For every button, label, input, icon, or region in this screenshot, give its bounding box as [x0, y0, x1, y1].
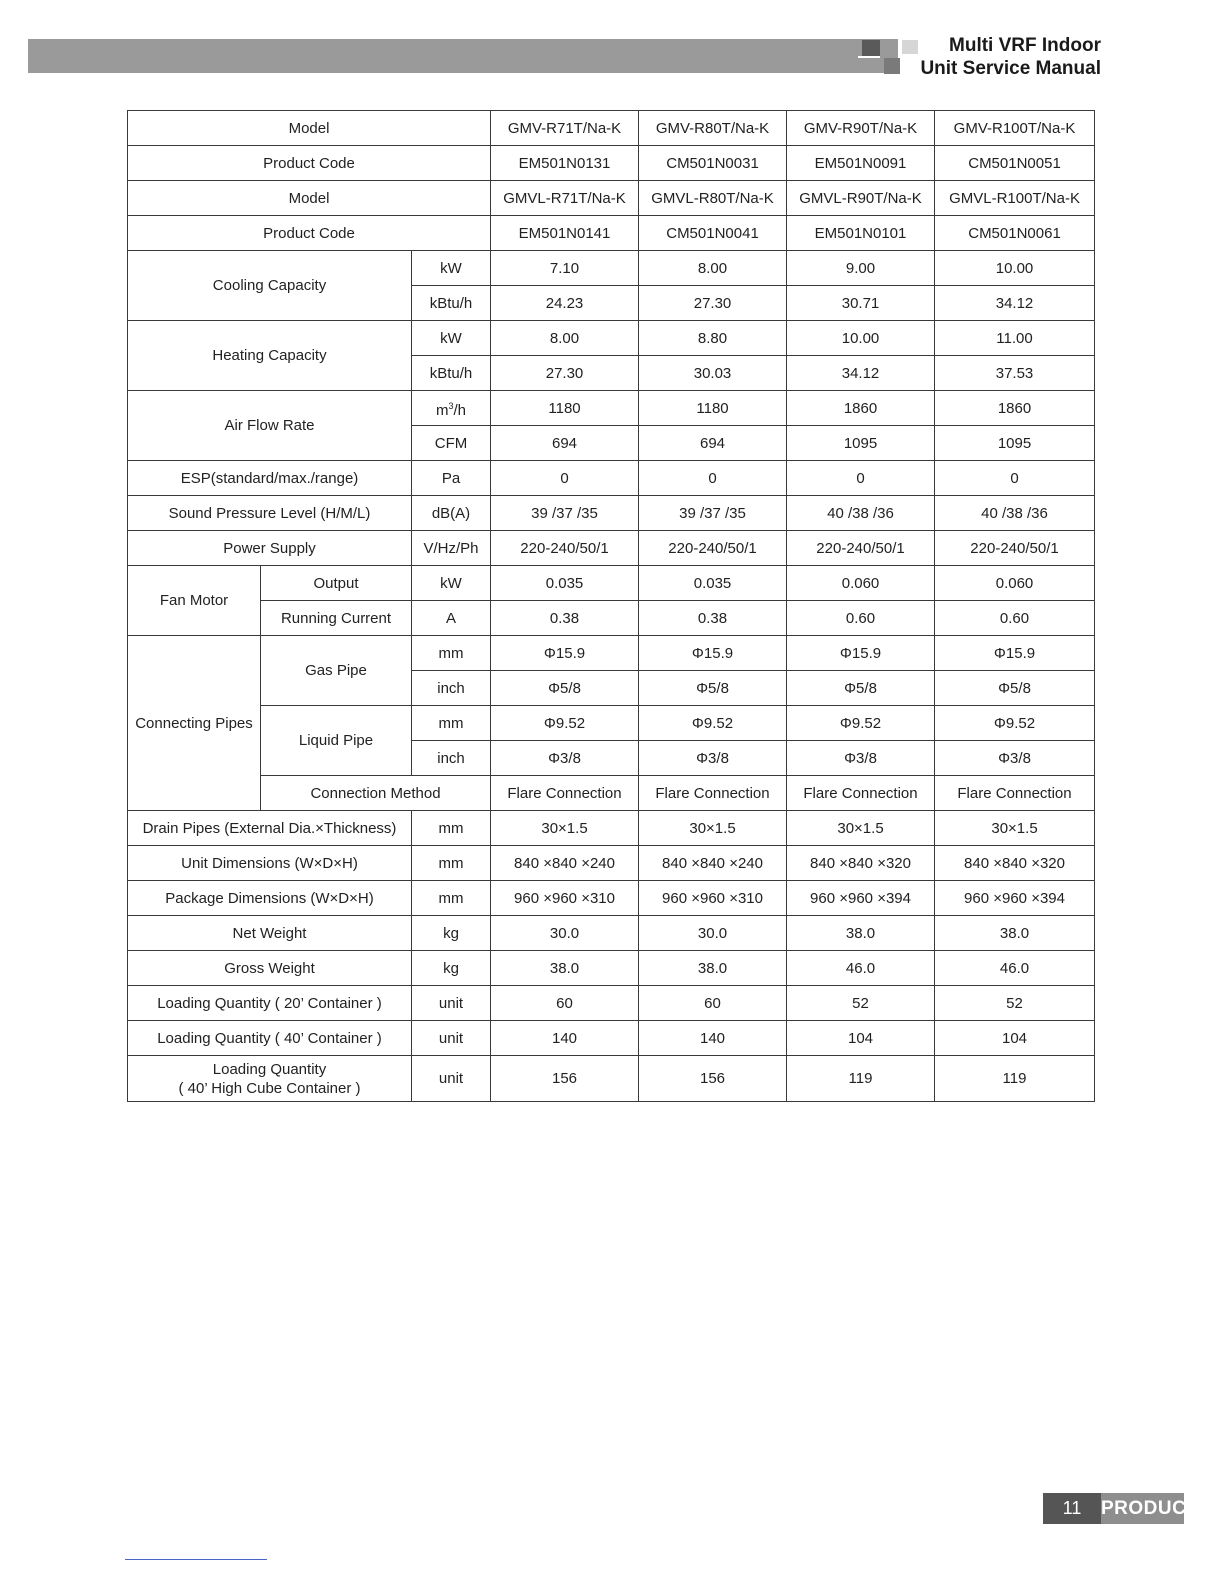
footer-rule: [125, 1559, 267, 1560]
cell: 140: [639, 1021, 787, 1056]
table-row: [128, 216, 1095, 251]
row-label: Power Supply: [128, 531, 412, 566]
cell: Φ5/8: [491, 671, 639, 706]
cell: 30.0: [491, 916, 639, 951]
cell: 0.38: [491, 601, 639, 636]
row-label: Sound Pressure Level (H/M/L): [128, 496, 412, 531]
cell: Flare Connection: [787, 776, 935, 811]
cell: 37.53: [935, 356, 1095, 391]
cell: 140: [491, 1021, 639, 1056]
table-row: [128, 986, 1095, 1021]
cell: 104: [787, 1021, 935, 1056]
table-row: [128, 846, 1095, 881]
unit-cell: A: [412, 601, 491, 636]
sub-label: Liquid Pipe: [261, 706, 412, 776]
cell: 1095: [787, 426, 935, 461]
cell: 694: [639, 426, 787, 461]
cell: 30.71: [787, 286, 935, 321]
unit-cell: inch: [412, 671, 491, 706]
cell: 694: [491, 426, 639, 461]
cell: 0.060: [787, 566, 935, 601]
cell: Φ3/8: [787, 741, 935, 776]
table-row: [128, 1056, 1095, 1102]
unit-cell: mm: [412, 636, 491, 671]
cell: 52: [935, 986, 1095, 1021]
row-label: Loading Quantity ( 40’ Container ): [128, 1021, 412, 1056]
unit-cell: mm: [412, 811, 491, 846]
cell: GMVL-R71T/Na-K: [491, 181, 639, 216]
cell: 960 ×960 ×310: [639, 881, 787, 916]
cell: EM501N0101: [787, 216, 935, 251]
table-row: [128, 251, 1095, 286]
cell: 34.12: [787, 356, 935, 391]
table-row: [128, 636, 1095, 671]
cell: 8.00: [491, 321, 639, 356]
cell: 10.00: [935, 251, 1095, 286]
cell: CM501N0061: [935, 216, 1095, 251]
row-label-line2: ( 40’ High Cube Container ): [178, 1079, 361, 1097]
table-row: [128, 881, 1095, 916]
unit-cell: kW: [412, 251, 491, 286]
cell: 0.035: [491, 566, 639, 601]
unit-per-hour: /h: [453, 401, 467, 419]
row-label-line1: Loading Quantity: [212, 1060, 327, 1078]
cell: Flare Connection: [935, 776, 1095, 811]
manual-title-line1: Multi VRF Indoor: [949, 35, 1101, 56]
unit-cell: kBtu/h: [412, 286, 491, 321]
cell: 30×1.5: [935, 811, 1095, 846]
cell: 39 /37 /35: [639, 496, 787, 531]
cell: Φ5/8: [935, 671, 1095, 706]
cell: 60: [639, 986, 787, 1021]
cell: 0.060: [935, 566, 1095, 601]
row-label: Gross Weight: [128, 951, 412, 986]
table-row: [128, 601, 1095, 636]
cell: 960 ×960 ×310: [491, 881, 639, 916]
row-label: Product Code: [128, 216, 491, 251]
manual-title: [920, 34, 1101, 80]
cell: Flare Connection: [639, 776, 787, 811]
table-row: [128, 496, 1095, 531]
unit-cell: kg: [412, 951, 491, 986]
table-row: [128, 951, 1095, 986]
header-square-mid: [884, 58, 900, 74]
cell: 1095: [935, 426, 1095, 461]
cell: Φ5/8: [639, 671, 787, 706]
header-bar: [28, 39, 898, 73]
cell: 840 ×840 ×320: [787, 846, 935, 881]
row-label: Loading Quantity ( 20’ Container ): [128, 986, 412, 1021]
row-label: [128, 1056, 412, 1102]
cell: 27.30: [491, 356, 639, 391]
cell: 11.00: [935, 321, 1095, 356]
cell: CM501N0031: [639, 146, 787, 181]
cell: 9.00: [787, 251, 935, 286]
row-label: Cooling Capacity: [128, 251, 412, 321]
cell: GMVL-R100T/Na-K: [935, 181, 1095, 216]
unit-m: m: [435, 401, 449, 419]
cell: 39 /37 /35: [491, 496, 639, 531]
cell: 38.0: [491, 951, 639, 986]
cell: 220-240/50/1: [935, 531, 1095, 566]
sub-label: Output: [261, 566, 412, 601]
manual-title-line2: Unit Service Manual: [920, 58, 1101, 79]
cell: Φ9.52: [787, 706, 935, 741]
cell: Φ15.9: [491, 636, 639, 671]
cell: GMV-R80T/Na-K: [639, 111, 787, 146]
cell: 119: [787, 1056, 935, 1102]
cell: 38.0: [787, 916, 935, 951]
row-label: Unit Dimensions (W×D×H): [128, 846, 412, 881]
cell: GMV-R71T/Na-K: [491, 111, 639, 146]
cell: 40 /38 /36: [787, 496, 935, 531]
table-row: [128, 181, 1095, 216]
unit-cell: kW: [412, 321, 491, 356]
table-row: [128, 391, 1095, 426]
sub-label: Gas Pipe: [261, 636, 412, 706]
row-label: Connecting Pipes: [128, 636, 261, 811]
cell: GMVL-R80T/Na-K: [639, 181, 787, 216]
cell: 27.30: [639, 286, 787, 321]
cell: EM501N0141: [491, 216, 639, 251]
unit-cell: V/Hz/Ph: [412, 531, 491, 566]
cell: Φ9.52: [491, 706, 639, 741]
cell: Φ9.52: [935, 706, 1095, 741]
cell: Φ3/8: [935, 741, 1095, 776]
cell: 38.0: [639, 951, 787, 986]
sub-label: Running Current: [261, 601, 412, 636]
table-row: [128, 1021, 1095, 1056]
cell: Φ3/8: [491, 741, 639, 776]
table-row: [128, 461, 1095, 496]
cell: 34.12: [935, 286, 1095, 321]
cell: 0: [491, 461, 639, 496]
cell: CM501N0041: [639, 216, 787, 251]
table-row: [128, 566, 1095, 601]
cell: 40 /38 /36: [935, 496, 1095, 531]
cell: 960 ×960 ×394: [787, 881, 935, 916]
cell: 30.03: [639, 356, 787, 391]
unit-cell: [412, 391, 491, 426]
row-label: Model: [128, 181, 491, 216]
cell: 119: [935, 1056, 1095, 1102]
cell: EM501N0091: [787, 146, 935, 181]
spec-table: [127, 110, 1095, 1102]
unit-cell: kW: [412, 566, 491, 601]
cell: EM501N0131: [491, 146, 639, 181]
cell: 840 ×840 ×240: [639, 846, 787, 881]
cell: GMV-R90T/Na-K: [787, 111, 935, 146]
table-row: [128, 531, 1095, 566]
unit-cell: unit: [412, 1056, 491, 1102]
cell: 220-240/50/1: [491, 531, 639, 566]
cell: Φ9.52: [639, 706, 787, 741]
unit-cell: mm: [412, 846, 491, 881]
unit-cell: mm: [412, 881, 491, 916]
row-label: Air Flow Rate: [128, 391, 412, 461]
cell: Φ15.9: [639, 636, 787, 671]
row-label: Fan Motor: [128, 566, 261, 636]
cell: 0.035: [639, 566, 787, 601]
cell: 1180: [639, 391, 787, 426]
cell: 8.80: [639, 321, 787, 356]
cell: Φ3/8: [639, 741, 787, 776]
cell: 10.00: [787, 321, 935, 356]
unit-superscript: 3: [448, 400, 454, 411]
cell: Φ5/8: [787, 671, 935, 706]
row-label: Package Dimensions (W×D×H): [128, 881, 412, 916]
cell: 220-240/50/1: [787, 531, 935, 566]
cell: 24.23: [491, 286, 639, 321]
cell: 30.0: [639, 916, 787, 951]
cell: 46.0: [935, 951, 1095, 986]
table-row: [128, 706, 1095, 741]
cell: 30×1.5: [639, 811, 787, 846]
table-row: [128, 811, 1095, 846]
cell: 0: [787, 461, 935, 496]
cell: 840 ×840 ×320: [935, 846, 1095, 881]
header-square-gap: [858, 56, 880, 58]
table-row: [128, 321, 1095, 356]
cell: 30×1.5: [491, 811, 639, 846]
table-row: [128, 146, 1095, 181]
unit-cell: dB(A): [412, 496, 491, 531]
cell: 1860: [935, 391, 1095, 426]
cell: 0.60: [935, 601, 1095, 636]
row-label: Net Weight: [128, 916, 412, 951]
sub-label: Connection Method: [261, 776, 491, 811]
cell: 156: [491, 1056, 639, 1102]
row-label: Drain Pipes (External Dia.×Thickness): [128, 811, 412, 846]
unit-cell: unit: [412, 986, 491, 1021]
cell: 220-240/50/1: [639, 531, 787, 566]
cell: 7.10: [491, 251, 639, 286]
header-square-dark: [862, 40, 880, 56]
row-label: Model: [128, 111, 491, 146]
cell: 38.0: [935, 916, 1095, 951]
table-row: [128, 776, 1095, 811]
cell: 8.00: [639, 251, 787, 286]
cell: 960 ×960 ×394: [935, 881, 1095, 916]
cell: Flare Connection: [491, 776, 639, 811]
unit-cell: Pa: [412, 461, 491, 496]
header-square-light: [902, 40, 918, 54]
cell: 46.0: [787, 951, 935, 986]
cell: 1860: [787, 391, 935, 426]
section-label: PRODUCT: [1101, 1493, 1184, 1524]
row-label: Product Code: [128, 146, 491, 181]
cell: 156: [639, 1056, 787, 1102]
unit-cell: kBtu/h: [412, 356, 491, 391]
cell: 30×1.5: [787, 811, 935, 846]
page-number: 11: [1043, 1493, 1101, 1524]
cell: 60: [491, 986, 639, 1021]
table-row: [128, 916, 1095, 951]
row-label: ESP(standard/max./range): [128, 461, 412, 496]
cell: 0.60: [787, 601, 935, 636]
unit-cell: CFM: [412, 426, 491, 461]
cell: CM501N0051: [935, 146, 1095, 181]
cell: GMVL-R90T/Na-K: [787, 181, 935, 216]
table-row: [128, 111, 1095, 146]
cell: 52: [787, 986, 935, 1021]
cell: 0: [639, 461, 787, 496]
cell: 1180: [491, 391, 639, 426]
unit-cell: mm: [412, 706, 491, 741]
unit-cell: kg: [412, 916, 491, 951]
unit-cell: inch: [412, 741, 491, 776]
cell: GMV-R100T/Na-K: [935, 111, 1095, 146]
cell: Φ15.9: [935, 636, 1095, 671]
cell: 840 ×840 ×240: [491, 846, 639, 881]
cell: 0.38: [639, 601, 787, 636]
cell: 104: [935, 1021, 1095, 1056]
unit-cell: unit: [412, 1021, 491, 1056]
row-label: Heating Capacity: [128, 321, 412, 391]
cell: Φ15.9: [787, 636, 935, 671]
cell: 0: [935, 461, 1095, 496]
